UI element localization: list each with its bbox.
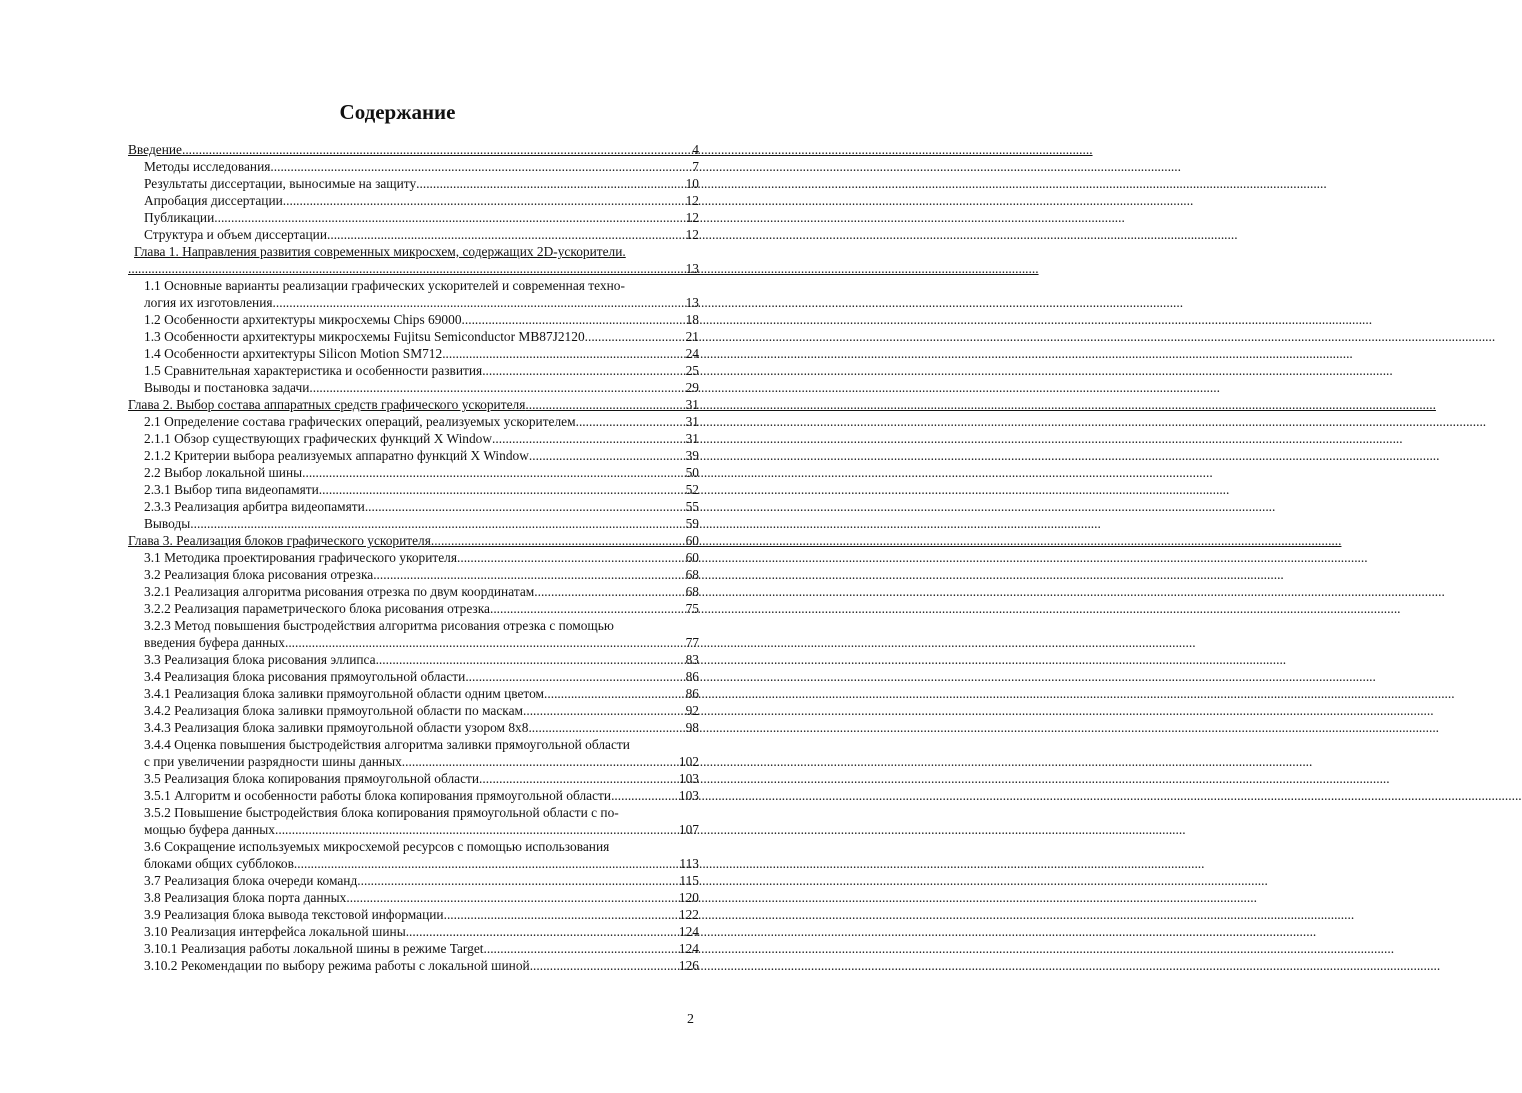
toc-entry-page: 92	[685, 703, 699, 718]
toc-entry[interactable]	[128, 209, 699, 226]
toc-entry-page: 75	[685, 601, 699, 616]
toc-leader-dots	[214, 209, 684, 226]
toc-entry-page: 7	[692, 159, 699, 174]
toc-entry-3-5-2-line2[interactable]	[128, 821, 699, 838]
toc-entry-page: 13	[685, 295, 699, 310]
toc-entry[interactable]	[128, 668, 699, 685]
toc-entry-title: 3.7 Реализация блока очереди команд	[144, 873, 358, 888]
toc-leader-dots	[442, 345, 684, 362]
toc-intro-items	[128, 158, 699, 243]
toc-entry-title: Введение	[128, 142, 182, 157]
toc-entry-title: 3.10.1 Реализация работы локальной шины в режиме Target	[144, 941, 484, 956]
toc-entry[interactable]	[128, 702, 699, 719]
toc-entry-title: 3.5 Реализация блока копирования прямоугольной области	[144, 771, 480, 786]
toc-chapter-1-page-line	[128, 260, 699, 277]
toc-leader-dots	[402, 753, 678, 770]
toc-entry-page: 122	[678, 907, 699, 922]
toc-leader-dots	[416, 175, 684, 192]
toc-entry-3-2-3-line2[interactable]	[128, 634, 699, 651]
toc-leader-dots	[525, 396, 684, 413]
toc-entry-page: 107	[678, 822, 699, 837]
toc-entry-page: 59	[685, 516, 699, 531]
toc-entry[interactable]	[128, 940, 699, 957]
toc-entry-1-1-line2[interactable]	[128, 294, 699, 311]
toc-entry[interactable]	[128, 158, 699, 175]
toc-entry-title: 3.1 Методика проектирования графического укорителя	[144, 550, 458, 565]
toc-entry-page: 24	[685, 346, 699, 361]
toc-entry[interactable]	[128, 600, 699, 617]
toc-entry[interactable]	[128, 957, 699, 974]
toc-entry-3-6-line1[interactable]: 3.6 Сокращение используемых микросхемой ресурсов с помощью использования	[144, 839, 610, 854]
toc-leader-dots	[490, 600, 685, 617]
toc-entry[interactable]	[128, 549, 699, 566]
toc-leader-dots	[534, 583, 684, 600]
toc-entry-page: 115	[679, 873, 699, 888]
toc-entry-title: 1.4 Особенности архитектуры Silicon Motion SM712	[144, 346, 443, 361]
toc-entry-page: 60	[685, 550, 699, 565]
toc-entry-page: 113	[679, 856, 699, 871]
toc-entry-page: 102	[678, 754, 699, 769]
toc-entry-title: 2.3.1 Выбор типа видеопамяти	[144, 482, 319, 497]
toc-entry-title: Глава 2. Выбор состава аппаратных средств графического ускорителя	[128, 397, 526, 412]
toc-entry-page: 124	[678, 941, 699, 956]
toc-leader-dots	[444, 906, 678, 923]
toc-leader-dots	[482, 362, 684, 379]
toc-entry-title: мощью буфера данных	[144, 822, 275, 837]
toc-leader-dots	[309, 379, 684, 396]
toc-leader-dots	[576, 413, 685, 430]
toc-entry-title: 3.4.3 Реализация блока заливки прямоугольной области узором 8х8	[144, 720, 529, 735]
toc-entry[interactable]	[128, 430, 699, 447]
toc-leader-dots	[302, 464, 684, 481]
toc-entry-page: 52	[685, 482, 699, 497]
toc-entry-intro[interactable]	[128, 141, 699, 158]
toc-entry-title: 2.1.2 Критерии выбора реализуемых аппаратно функций X Window	[144, 448, 529, 463]
toc-entry-page: 18	[685, 312, 699, 327]
toc-entry-title: 3.2.2 Реализация параметрического блока рисования отрезка	[144, 601, 490, 616]
toc-leader-dots	[283, 192, 685, 209]
toc-leader-dots	[479, 770, 678, 787]
toc-entry-page: 124	[678, 924, 699, 939]
toc-entry-page: 29	[685, 380, 699, 395]
toc-leader-dots	[357, 872, 678, 889]
toc-leader-dots	[457, 549, 685, 566]
page-title: Содержание	[339, 100, 456, 124]
toc-leader-dots	[406, 923, 678, 940]
toc-chapter-3-items-c	[128, 770, 699, 804]
toc-entry[interactable]	[128, 583, 699, 600]
toc-leader-dots	[523, 702, 685, 719]
toc-entry-page: 86	[685, 669, 699, 684]
toc-entry-title: логия их изготовления	[144, 295, 273, 310]
toc-leader-dots	[319, 481, 685, 498]
toc-entry-title: Выводы	[144, 516, 191, 531]
toc-entry-page: 60	[685, 533, 699, 548]
toc-leader-dots	[128, 260, 685, 277]
toc-entry[interactable]	[128, 362, 699, 379]
toc-entry-page: 103	[678, 771, 699, 786]
toc-leader-dots	[492, 430, 685, 447]
toc-entry-title: Выводы и постановка задачи	[144, 380, 310, 395]
table-of-contents	[128, 141, 699, 974]
toc-entry-title: 2.1.1 Обзор существующих графических функций X Window	[144, 431, 493, 446]
toc-chapter-3-items-a	[128, 549, 699, 617]
toc-leader-dots	[530, 957, 678, 974]
toc-entry-title: 3.8 Реализация блока порта данных	[144, 890, 347, 905]
toc-entry-title: 2.2 Выбор локальной шины	[144, 465, 303, 480]
toc-entry-title: 3.3 Реализация блока рисования эллипса	[144, 652, 376, 667]
toc-chapter-3-items-d	[128, 872, 699, 974]
toc-entry-page: 103	[678, 788, 699, 803]
toc-entry-title: 3.2 Реализация блока рисования отрезка	[144, 567, 374, 582]
toc-entry-page: 68	[685, 567, 699, 582]
toc-entry-page: 98	[685, 720, 699, 735]
toc-leader-dots	[273, 294, 685, 311]
toc-chapter-1-title[interactable]: Глава 1. Направления развития современных микросхем, содержащих 2D-ускорители.	[134, 244, 626, 259]
toc-entry-page: 12	[685, 193, 699, 208]
toc-entry-page: 120	[678, 890, 699, 905]
toc-entry-title: 1.2 Особенности архитектуры микросхемы Chips 69000	[144, 312, 462, 327]
toc-entry[interactable]	[128, 175, 699, 192]
toc-entry-title: 3.4.2 Реализация блока заливки прямоугольной области по маскам	[144, 703, 524, 718]
toc-entry-page: 31	[685, 431, 699, 446]
toc-entry[interactable]	[128, 889, 699, 906]
toc-entry[interactable]	[128, 311, 699, 328]
toc-leader-dots	[294, 855, 678, 872]
toc-entry[interactable]	[128, 464, 699, 481]
toc-leader-dots	[528, 719, 684, 736]
toc-entry-page: 21	[685, 329, 699, 344]
toc-entry-title: Методы исследования	[144, 159, 271, 174]
toc-entry[interactable]	[128, 651, 699, 668]
toc-chapter-1-items	[128, 311, 699, 396]
toc-entry-page: 12	[685, 227, 699, 242]
toc-entry-page: 50	[685, 465, 699, 480]
toc-entry-page: 55	[685, 499, 699, 514]
toc-entry[interactable]	[128, 906, 699, 923]
toc-entry-title: Структура и объем диссертации	[144, 227, 327, 242]
toc-leader-dots	[275, 821, 678, 838]
toc-entry-page: 25	[685, 363, 699, 378]
toc-leader-dots	[182, 141, 691, 158]
toc-entry[interactable]	[128, 328, 699, 345]
toc-entry[interactable]	[128, 770, 699, 787]
toc-entry-title: Публикации	[144, 210, 215, 225]
toc-entry-title: 1.3 Особенности архитектуры микросхемы Fujitsu Semiconductor MB87J2120	[144, 329, 585, 344]
toc-entry[interactable]	[128, 226, 699, 243]
toc-entry-page: 126	[678, 958, 699, 973]
toc-entry[interactable]	[128, 515, 699, 532]
toc-entry-page: 4	[692, 142, 699, 157]
toc-entry-title: блоками общих субблоков	[144, 856, 294, 871]
toc-chapter-2[interactable]	[128, 396, 699, 413]
toc-entry-page: 13	[685, 261, 699, 276]
toc-leader-dots	[465, 668, 684, 685]
toc-entry-3-5-2-line1[interactable]: 3.5.2 Повышение быстродействия блока копирования прямоугольной области с по-	[144, 805, 619, 820]
page-number: 2	[687, 1012, 694, 1027]
toc-entry-title: 3.4.1 Реализация блока заливки прямоугольной области одним цветом	[144, 686, 545, 701]
toc-entry-3-4-4-line1[interactable]: 3.4.4 Оценка повышения быстродействия алгоритма заливки прямоугольной области	[144, 737, 630, 752]
toc-entry-title: 3.10.2 Рекомендации по выбору режима работы с локальной шиной	[144, 958, 530, 973]
toc-entry-title: с при увеличении разрядности шины данных	[144, 754, 402, 769]
toc-entry[interactable]	[128, 685, 699, 702]
toc-entry-page: 86	[685, 686, 699, 701]
toc-chapter-2-items	[128, 413, 699, 532]
toc-leader-dots	[327, 226, 685, 243]
toc-leader-dots	[346, 889, 678, 906]
toc-entry-title: 1.5 Сравнительная характеристика и особенности развития	[144, 363, 483, 378]
toc-entry-page: 31	[685, 397, 699, 412]
toc-leader-dots	[285, 634, 685, 651]
toc-entry[interactable]	[128, 447, 699, 464]
toc-entry[interactable]	[128, 566, 699, 583]
toc-entry[interactable]	[128, 923, 699, 940]
toc-entry-title: 3.4 Реализация блока рисования прямоугольной области	[144, 669, 466, 684]
toc-entry-title: 3.5.1 Алгоритм и особенности работы блока копирования прямоугольной области	[144, 788, 612, 803]
toc-entry-page: 31	[685, 414, 699, 429]
toc-entry[interactable]	[128, 872, 699, 889]
toc-entry-page: 39	[685, 448, 699, 463]
toc-leader-dots	[611, 787, 678, 804]
toc-entry-page: 10	[685, 176, 699, 191]
toc-entry-page: 77	[685, 635, 699, 650]
toc-entry-1-1-line1[interactable]: 1.1 Основные варианты реализации графических ускорителей и современная техно-	[144, 278, 625, 293]
toc-leader-dots	[462, 311, 685, 328]
toc-entry[interactable]	[128, 481, 699, 498]
toc-entry-title: 2.3.3 Реализация арбитра видеопамяти	[144, 499, 365, 514]
toc-entry[interactable]	[128, 498, 699, 515]
toc-leader-dots	[376, 651, 685, 668]
toc-entry[interactable]	[128, 345, 699, 362]
toc-entry-page: 68	[685, 584, 699, 599]
toc-entry-3-4-4-line2[interactable]	[128, 753, 699, 770]
toc-entry-3-6-line2[interactable]	[128, 855, 699, 872]
toc-leader-dots	[585, 328, 685, 345]
toc-chapter-3[interactable]	[128, 532, 699, 549]
toc-entry[interactable]	[128, 413, 699, 430]
toc-entry-page: 12	[685, 210, 699, 225]
toc-entry-title: 3.2.1 Реализация алгоритма рисования отрезка по двум координатам	[144, 584, 535, 599]
toc-leader-dots	[270, 158, 691, 175]
toc-entry[interactable]	[128, 379, 699, 396]
toc-entry-title: Апробация диссертации	[144, 193, 283, 208]
toc-entry-title: 3.9 Реализация блока вывода текстовой информации	[144, 907, 444, 922]
toc-chapter-3-items-b	[128, 651, 699, 736]
toc-entry[interactable]	[128, 719, 699, 736]
toc-leader-dots	[529, 447, 685, 464]
toc-leader-dots	[544, 685, 685, 702]
toc-entry-page: 83	[685, 652, 699, 667]
toc-leader-dots	[190, 515, 684, 532]
toc-entry-title: 2.1 Определение состава графических операций, реализуемых ускорителем	[144, 414, 576, 429]
toc-leader-dots	[365, 498, 685, 515]
toc-leader-dots	[484, 940, 678, 957]
toc-entry-title: Результаты диссертации, выносимые на защиту	[144, 176, 417, 191]
toc-entry-title: введения буфера данных	[144, 635, 285, 650]
toc-entry[interactable]	[128, 787, 699, 804]
toc-leader-dots	[373, 566, 684, 583]
toc-leader-dots	[431, 532, 685, 549]
toc-entry-title: 3.10 Реализация интерфейса локальной шины	[144, 924, 406, 939]
toc-entry[interactable]	[128, 192, 699, 209]
toc-entry-title: Глава 3. Реализация блоков графического ускорителя	[128, 533, 431, 548]
toc-entry-3-2-3-line1[interactable]: 3.2.3 Метод повышения быстродействия алгоритма рисования отрезка с помощью	[144, 618, 614, 633]
